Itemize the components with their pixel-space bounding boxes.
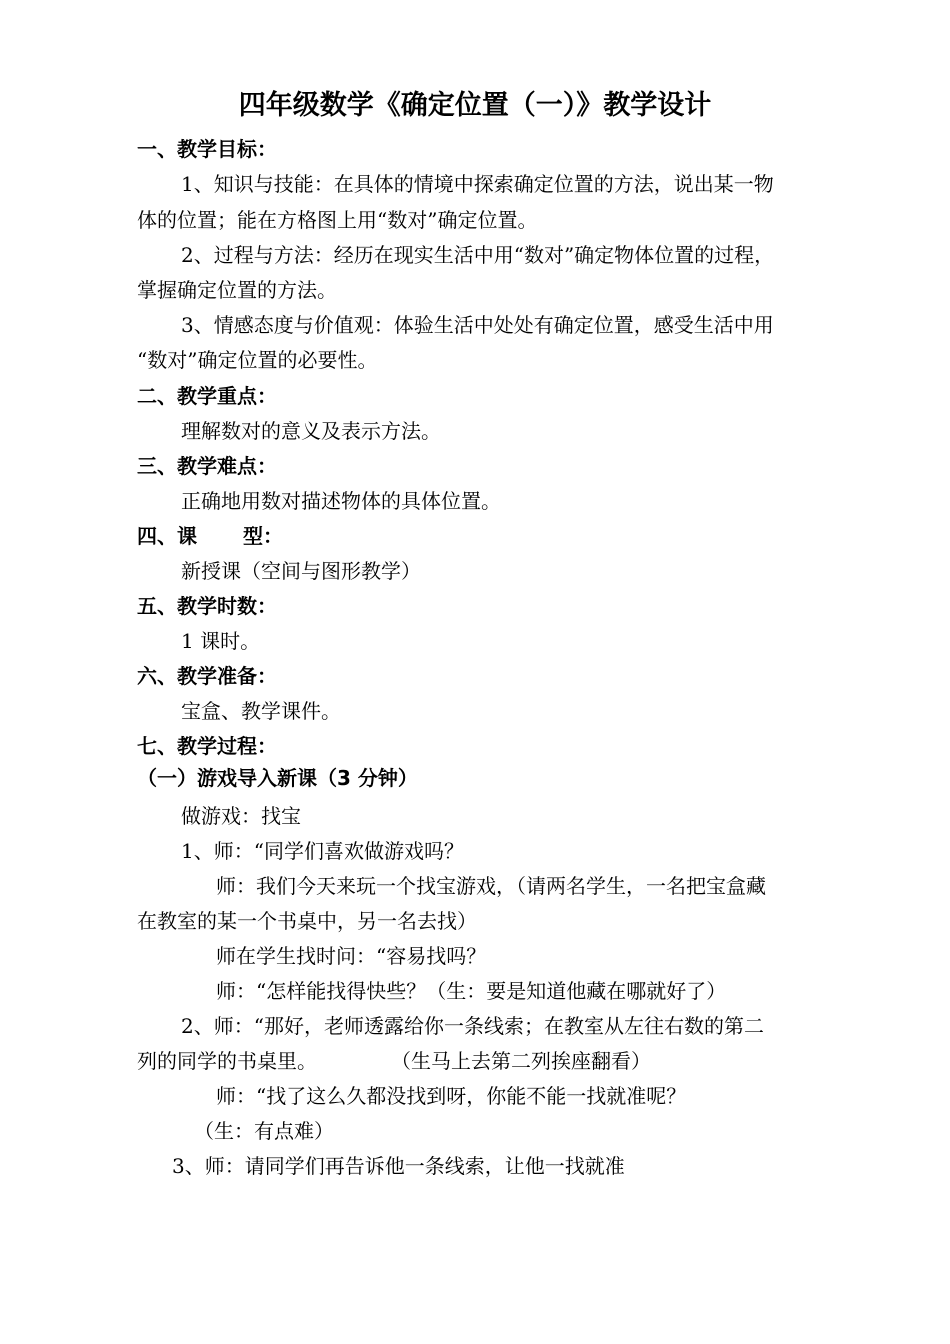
- process-line-2: 1、师：“同学们喜欢做游戏吗？: [181, 839, 464, 863]
- goal-3-line-1: 3、情感态度与价值观：体验生活中处处有确定位置，感受生活中用: [181, 313, 774, 337]
- goal-3-line-2: “数对”确定位置的必要性。: [137, 348, 378, 372]
- subheading-game-intro: （一）游戏导入新课（3 分钟）: [137, 766, 418, 790]
- key-points-text: 理解数对的意义及表示方法。: [181, 419, 441, 443]
- goal-2-line-2: 掌握确定位置的方法。: [137, 278, 337, 302]
- document-title: 四年级数学《确定位置（一）》教学设计: [238, 90, 712, 121]
- process-line-11: 3、师：请同学们再告诉他一条线索，让他一找就准: [172, 1154, 625, 1178]
- goal-1-line-2: 体的位置；能在方格图上用“数对”确定位置。: [137, 208, 538, 232]
- process-line-4: 在教室的某一个书桌中，另一名去找）: [137, 909, 477, 933]
- process-line-6: 师：“怎样能找得快些？（生：要是知道他藏在哪就好了）: [216, 979, 727, 1003]
- heading-lesson-type: [137, 523, 283, 549]
- difficulties-text: 正确地用数对描述物体的具体位置。: [181, 489, 501, 513]
- teaching-hours-text: 1 课时。: [181, 629, 261, 653]
- process-line-8a: 列的同学的书桌里。: [137, 1049, 317, 1073]
- heading-teaching-hours: 五、教学时数：: [137, 594, 277, 618]
- process-line-10: （生：有点难）: [194, 1119, 334, 1143]
- process-line-9: 师：“找了这么久都没找到呀，你能不能一找就准呢？: [216, 1084, 687, 1108]
- goal-1-line-1: 1、知识与技能：在具体的情境中探索确定位置的方法，说出某一物: [181, 172, 774, 196]
- goal-2-line-1: 2、过程与方法：经历在现实生活中用“数对”确定物体位置的过程，: [181, 243, 775, 267]
- lesson-type-text: 新授课（空间与图形教学）: [181, 559, 421, 583]
- heading-preparation: 六、教学准备：: [137, 664, 277, 688]
- heading-lesson-type-a: 四、课: [137, 524, 197, 548]
- process-line-7: 2、师：“那好，老师透露给你一条线索；在教室从左往右数的第二: [181, 1014, 764, 1038]
- heading-teaching-goals: 一、教学目标：: [137, 137, 277, 161]
- process-line-5: 师在学生找时问：“容易找吗？: [216, 944, 487, 968]
- heading-lesson-type-b: 型：: [243, 524, 283, 548]
- preparation-text: 宝盒、教学课件。: [181, 699, 341, 723]
- heading-key-points: 二、教学重点：: [137, 384, 277, 408]
- process-line-1: 做游戏：找宝: [181, 804, 301, 828]
- heading-teaching-process: 七、教学过程：: [137, 734, 277, 758]
- heading-difficulties: 三、教学难点：: [137, 454, 277, 478]
- process-line-8b: （生马上去第二列挨座翻看）: [391, 1049, 651, 1073]
- process-line-3: 师：我们今天来玩一个找宝游戏，（请两名学生，一名把宝盒藏: [216, 874, 766, 898]
